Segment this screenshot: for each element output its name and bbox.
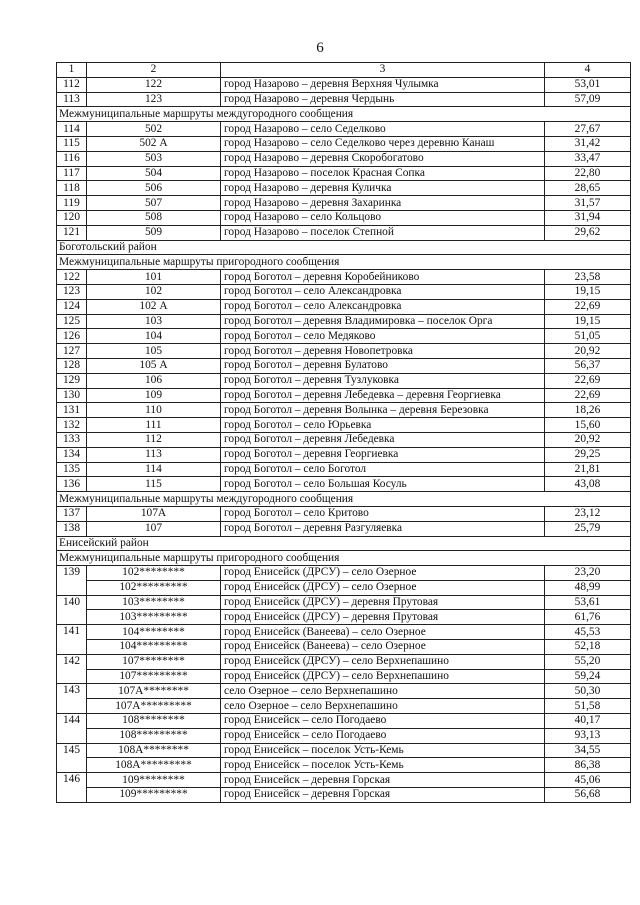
section-title: Межмуниципальные маршруты междугородного сообщения [57,107,631,122]
route-length: 59,24 [545,669,631,684]
route-length: 56,68 [545,788,631,803]
route-number: 106 [87,373,221,388]
table-row [57,403,631,418]
section-row [57,107,631,122]
route-length: 29,25 [545,447,631,462]
row-number: 122 [57,270,87,285]
section-title: Межмуниципальные маршруты пригородного сообщения [57,255,631,270]
route-length: 20,92 [545,344,631,359]
table-row [57,521,631,536]
row-number: 112 [57,77,87,92]
route-number: 104********* [87,640,221,655]
table-row [57,699,631,714]
row-number: 138 [57,521,87,536]
route-description: город Боготол – село Александровка [221,284,545,299]
row-number: 143 [57,684,87,714]
row-number: 125 [57,314,87,329]
table-row [57,418,631,433]
table-row [57,181,631,196]
route-description: город Назарово – деревня Захаринка [221,196,545,211]
route-description: город Назарово – поселок Красная Сопка [221,166,545,181]
route-number: 115 [87,477,221,492]
route-description: город Боготол – деревня Владимировка – поселок Орга [221,314,545,329]
row-number: 121 [57,225,87,240]
route-description: город Енисейск (Ванеева) – село Озерное [221,625,545,640]
table-row [57,625,631,640]
row-number: 144 [57,714,87,744]
route-number: 107А [87,506,221,521]
route-number: 103********* [87,610,221,625]
row-number: 127 [57,344,87,359]
route-description: город Енисейск – село Погодаево [221,714,545,729]
route-length: 40,17 [545,714,631,729]
route-number: 506 [87,181,221,196]
table-row [57,714,631,729]
route-number: 109 [87,388,221,403]
table-row [57,743,631,758]
route-description: город Енисейск (ДРСУ) – село Верхнепашино [221,654,545,669]
route-length: 25,79 [545,521,631,536]
route-number: 502 [87,122,221,137]
route-length: 23,58 [545,270,631,285]
row-number: 135 [57,462,87,477]
route-description: город Енисейск – село Погодаево [221,728,545,743]
route-number: 109******** [87,773,221,788]
route-number: 507 [87,196,221,211]
route-number: 108А********* [87,758,221,773]
route-number: 502 А [87,136,221,151]
section-row [57,255,631,270]
header-cell: 3 [221,63,545,78]
table-row [57,314,631,329]
route-number: 102 [87,284,221,299]
section-row [57,492,631,507]
route-number: 107********* [87,669,221,684]
row-number: 139 [57,566,87,596]
route-description: город Боготол – село Большая Косуль [221,477,545,492]
route-length: 23,12 [545,506,631,521]
table-row [57,329,631,344]
row-number: 128 [57,358,87,373]
route-number: 114 [87,462,221,477]
route-description: город Боготол – деревня Булатово [221,358,545,373]
route-description: село Озерное – село Верхнепашино [221,699,545,714]
route-length: 45,06 [545,773,631,788]
row-number: 115 [57,136,87,151]
table-row [57,373,631,388]
table-row [57,432,631,447]
row-number: 146 [57,773,87,803]
section-row [57,240,631,255]
route-length: 15,60 [545,418,631,433]
route-length: 55,20 [545,654,631,669]
route-length: 22,69 [545,373,631,388]
route-number: 107А******** [87,684,221,699]
route-number: 103 [87,314,221,329]
route-description: город Назарово – поселок Степной [221,225,545,240]
route-length: 45,53 [545,625,631,640]
row-number: 113 [57,92,87,107]
table-row [57,225,631,240]
table-row [57,344,631,359]
route-length: 56,37 [545,358,631,373]
route-description: село Озерное – село Верхнепашино [221,684,545,699]
table-row [57,566,631,581]
row-number: 124 [57,299,87,314]
route-description: город Боготол – деревня Лебедевка – деревня Георгиевка [221,388,545,403]
route-number: 104 [87,329,221,344]
row-number: 116 [57,151,87,166]
table-row [57,506,631,521]
route-description: город Боготол – деревня Тузлуковка [221,373,545,388]
route-length: 86,38 [545,758,631,773]
table-row [57,92,631,107]
section-title: Межмуниципальные маршруты пригородного сообщения [57,551,631,566]
route-number: 103******** [87,595,221,610]
route-description: город Боготол – село Медяково [221,329,545,344]
header-cell: 4 [545,63,631,78]
table-row [57,610,631,625]
route-length: 27,67 [545,122,631,137]
row-number: 134 [57,447,87,462]
route-length: 50,30 [545,684,631,699]
route-length: 22,69 [545,388,631,403]
route-length: 51,05 [545,329,631,344]
route-number: 112 [87,432,221,447]
route-number: 113 [87,447,221,462]
row-number: 130 [57,388,87,403]
route-length: 53,01 [545,77,631,92]
route-description: город Боготол – деревня Новопетровка [221,344,545,359]
route-description: город Енисейск (ДРСУ) – деревня Прутовая [221,610,545,625]
route-description: город Боготол – село Александровка [221,299,545,314]
routes-table [56,62,631,803]
table-row [57,358,631,373]
route-number: 107 [87,521,221,536]
route-description: город Енисейск – деревня Горская [221,773,545,788]
section-title: Боготольский район [57,240,631,255]
section-title: Межмуниципальные маршруты междугородного сообщения [57,492,631,507]
route-description: город Назарово – деревня Верхняя Чулымка [221,77,545,92]
table-row [57,196,631,211]
route-description: город Енисейск (Ванеева) – село Озерное [221,640,545,655]
table-row [57,151,631,166]
row-number: 136 [57,477,87,492]
table-row [57,166,631,181]
route-length: 57,09 [545,92,631,107]
route-length: 31,57 [545,196,631,211]
route-description: город Назарово – деревня Чердынь [221,92,545,107]
route-length: 19,15 [545,314,631,329]
table-row [57,270,631,285]
row-number: 145 [57,743,87,773]
route-description: город Боготол – село Критово [221,506,545,521]
row-number: 123 [57,284,87,299]
table-row [57,77,631,92]
route-length: 22,69 [545,299,631,314]
route-length: 28,65 [545,181,631,196]
route-number: 122 [87,77,221,92]
table-row [57,580,631,595]
row-number: 120 [57,210,87,225]
row-number: 141 [57,625,87,655]
route-description: город Боготол – деревня Волынка – деревня Березовка [221,403,545,418]
route-length: 31,42 [545,136,631,151]
table-row [57,210,631,225]
header-cell: 2 [87,63,221,78]
route-length: 93,13 [545,728,631,743]
route-description: город Енисейск (ДРСУ) – село Верхнепашино [221,669,545,684]
route-description: город Енисейск – поселок Усть-Кемь [221,758,545,773]
table-row [57,388,631,403]
route-description: город Боготол – деревня Коробейниково [221,270,545,285]
row-number: 129 [57,373,87,388]
table-row [57,640,631,655]
route-length: 22,80 [545,166,631,181]
table-row [57,447,631,462]
row-number: 142 [57,654,87,684]
route-length: 51,58 [545,699,631,714]
route-length: 61,76 [545,610,631,625]
table-row [57,284,631,299]
table-row [57,462,631,477]
table-row [57,728,631,743]
route-length: 21,81 [545,462,631,477]
route-number: 108А******** [87,743,221,758]
route-number: 111 [87,418,221,433]
route-number: 101 [87,270,221,285]
row-number: 119 [57,196,87,211]
table-row [57,122,631,137]
row-number: 140 [57,595,87,625]
route-number: 102******** [87,566,221,581]
row-number: 114 [57,122,87,137]
route-description: город Енисейск (ДРСУ) – село Озерное [221,580,545,595]
route-description: город Назарово – деревня Куличка [221,181,545,196]
route-description: город Енисейск (ДРСУ) – деревня Прутовая [221,595,545,610]
table-row [57,788,631,803]
route-description: город Боготол – деревня Лебедевка [221,432,545,447]
route-number: 110 [87,403,221,418]
route-length: 48,99 [545,580,631,595]
route-number: 508 [87,210,221,225]
route-number: 503 [87,151,221,166]
route-description: город Енисейск (ДРСУ) – село Озерное [221,566,545,581]
route-number: 123 [87,92,221,107]
route-length: 18,26 [545,403,631,418]
route-description: город Боготол – деревня Георгиевка [221,447,545,462]
route-length: 31,94 [545,210,631,225]
route-description: город Енисейск – поселок Усть-Кемь [221,743,545,758]
route-number: 102 А [87,299,221,314]
route-number: 104******** [87,625,221,640]
route-length: 23,20 [545,566,631,581]
route-description: город Боготол – село Боготол [221,462,545,477]
section-row [57,536,631,551]
route-length: 33,47 [545,151,631,166]
section-title: Енисейский район [57,536,631,551]
table-row [57,654,631,669]
row-number: 137 [57,506,87,521]
row-number: 118 [57,181,87,196]
row-number: 133 [57,432,87,447]
table-row [57,758,631,773]
route-number: 504 [87,166,221,181]
route-number: 509 [87,225,221,240]
row-number: 126 [57,329,87,344]
section-row [57,551,631,566]
table-row [57,136,631,151]
route-description: город Назарово – село Кольцово [221,210,545,225]
route-length: 19,15 [545,284,631,299]
route-length: 52,18 [545,640,631,655]
route-length: 34,55 [545,743,631,758]
route-description: город Назарово – деревня Скоробогатово [221,151,545,166]
route-number: 102********* [87,580,221,595]
row-number: 131 [57,403,87,418]
header-row [57,63,631,78]
route-length: 53,61 [545,595,631,610]
route-number: 108********* [87,728,221,743]
route-number: 108******** [87,714,221,729]
table-row [57,669,631,684]
route-description: город Енисейск – деревня Горская [221,788,545,803]
route-number: 105 [87,344,221,359]
table-row [57,477,631,492]
table-row [57,595,631,610]
route-number: 109********* [87,788,221,803]
route-description: город Назарово – село Седелково [221,122,545,137]
route-length: 29,62 [545,225,631,240]
route-description: город Боготол – село Юрьевка [221,418,545,433]
route-length: 20,92 [545,432,631,447]
route-number: 105 А [87,358,221,373]
page-number: 6 [316,40,324,56]
table-row [57,684,631,699]
route-description: город Боготол – деревня Разгуляевка [221,521,545,536]
route-length: 43,08 [545,477,631,492]
route-number: 107А********* [87,699,221,714]
row-number: 117 [57,166,87,181]
route-number: 107******** [87,654,221,669]
table-row [57,773,631,788]
row-number: 132 [57,418,87,433]
table-row [57,299,631,314]
header-cell: 1 [57,63,87,78]
route-description: город Назарово – село Седелково через деревню Канаш [221,136,545,151]
